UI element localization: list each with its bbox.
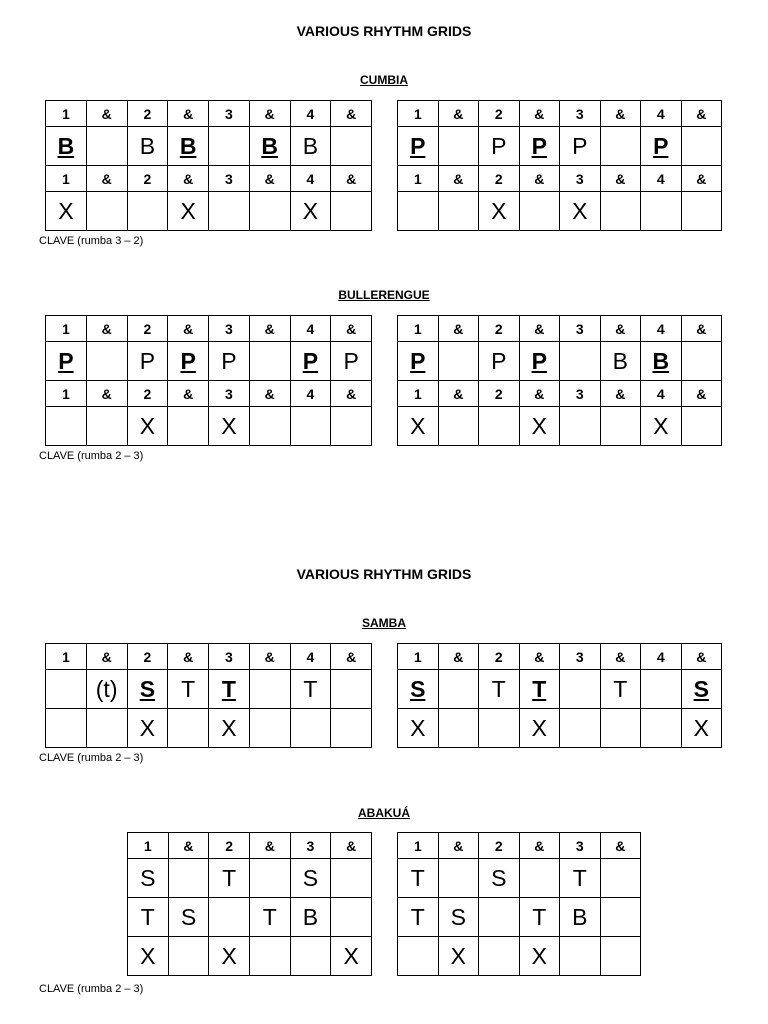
beat-label: & [438,166,479,192]
beat-label: 4 [641,166,682,192]
beat-label: & [681,101,722,127]
pattern-cell [600,407,641,446]
beat-label: 1 [398,381,439,407]
pattern-cell [681,192,722,231]
beat-label: & [249,644,290,670]
pattern-cell [86,709,127,748]
beat-label: 3 [209,101,250,127]
pattern-cell: B [560,898,601,937]
pattern-cell [479,898,520,937]
pattern-cell [600,192,641,231]
pattern-row [398,898,641,937]
pattern-cell [331,859,372,898]
clave-caption-abakua: CLAVE (rumba 2 – 3) [39,983,144,995]
pattern-cell: X [479,192,520,231]
section-title-samba: SAMBA [362,616,406,630]
beat-label: & [438,644,479,670]
pattern-cell [681,342,722,381]
beat-label: & [438,101,479,127]
beat-label: & [249,166,290,192]
pattern-cell: B [290,127,331,166]
pattern-cell [479,937,520,976]
beat-label: & [600,316,641,342]
beat-label: & [438,833,479,859]
clave-caption-cumbia: CLAVE (rumba 3 – 2) [39,235,144,247]
beat-label: & [249,316,290,342]
pattern-cell: P [479,342,520,381]
beat-label: 2 [479,166,520,192]
beat-header-row [398,316,722,342]
beat-label: 1 [398,316,439,342]
pattern-cell [438,859,479,898]
beat-label: & [600,833,641,859]
pattern-cell [168,709,209,748]
pattern-cell [249,859,290,898]
pattern-cell: X [641,407,682,446]
beat-header-row [128,833,372,859]
beat-header-row [398,833,641,859]
beat-header-row [398,166,722,192]
pattern-cell: P [560,127,601,166]
beat-label: 1 [398,644,439,670]
beat-label: 1 [398,101,439,127]
pattern-cell [600,937,641,976]
beat-label: 2 [479,316,520,342]
pattern-cell [560,670,601,709]
grid-bullerengue-1 [45,315,372,446]
beat-label: & [331,166,372,192]
beat-label: & [438,316,479,342]
beat-label: 4 [641,101,682,127]
beat-label: & [331,381,372,407]
pattern-cell [519,859,560,898]
beat-label: 2 [127,166,168,192]
pattern-cell: P [519,342,560,381]
pattern-cell: P [398,342,439,381]
pattern-cell [290,937,331,976]
beat-label: & [249,101,290,127]
pattern-cell: P [290,342,331,381]
beat-label: & [519,316,560,342]
pattern-cell: S [168,898,209,937]
pattern-cell [86,192,127,231]
pattern-cell [438,709,479,748]
pattern-cell: B [127,127,168,166]
pattern-cell: X [560,192,601,231]
beat-header-row [398,644,722,670]
beat-label: & [519,644,560,670]
beat-label: 2 [127,644,168,670]
beat-label: 4 [290,381,331,407]
pattern-cell: T [209,859,250,898]
beat-label: & [168,644,209,670]
beat-label: 1 [46,644,87,670]
beat-header-row [398,101,722,127]
beat-label: 4 [290,101,331,127]
beat-label: & [168,101,209,127]
beat-label: & [519,166,560,192]
pattern-cell: P [331,342,372,381]
pattern-row [398,192,722,231]
section-title-abakua: ABAKUÁ [358,806,410,820]
pattern-cell: X [46,192,87,231]
pattern-cell: X [519,709,560,748]
pattern-row [46,407,372,446]
grid-abakua-1 [127,832,372,976]
pattern-cell [127,192,168,231]
pattern-cell: T [398,859,439,898]
beat-label: & [249,381,290,407]
page-title-2: VARIOUS RHYTHM GRIDS [296,566,472,582]
pattern-cell: T [479,670,520,709]
pattern-cell [600,127,641,166]
pattern-cell [209,192,250,231]
beat-label: & [331,316,372,342]
pattern-cell: X [168,192,209,231]
beat-label: 4 [290,316,331,342]
beat-label: 2 [127,316,168,342]
beat-label: 2 [209,833,250,859]
pattern-cell [681,407,722,446]
pattern-row [128,859,372,898]
pattern-cell: T [249,898,290,937]
pattern-cell: P [641,127,682,166]
pattern-cell: X [127,709,168,748]
pattern-cell: X [398,407,439,446]
beat-label: 2 [127,381,168,407]
pattern-cell [331,127,372,166]
pattern-cell [560,342,601,381]
pattern-cell [168,937,209,976]
beat-label: 2 [127,101,168,127]
beat-header-row [46,316,372,342]
beat-label: 3 [290,833,331,859]
beat-label: 3 [560,644,601,670]
clave-caption-samba: CLAVE (rumba 2 – 3) [39,752,144,764]
beat-label: & [600,166,641,192]
pattern-cell [560,709,601,748]
pattern-row [128,937,372,976]
pattern-cell [438,127,479,166]
pattern-cell: B [600,342,641,381]
pattern-cell [249,937,290,976]
beat-label: 1 [46,166,87,192]
beat-label: & [681,381,722,407]
clave-caption-bullerengue: CLAVE (rumba 2 – 3) [39,450,144,462]
beat-header-row [398,381,722,407]
pattern-cell [681,127,722,166]
pattern-cell [249,709,290,748]
beat-label: 2 [479,833,520,859]
pattern-cell: S [681,670,722,709]
pattern-cell: T [168,670,209,709]
pattern-row [398,859,641,898]
beat-label: & [86,381,127,407]
pattern-cell: T [209,670,250,709]
pattern-cell: T [519,898,560,937]
beat-label: 4 [641,316,682,342]
beat-label: 3 [209,316,250,342]
beat-label: & [86,101,127,127]
pattern-cell: X [127,407,168,446]
pattern-cell: B [249,127,290,166]
pattern-cell: X [398,709,439,748]
pattern-cell [641,709,682,748]
pattern-cell [479,407,520,446]
grid-bullerengue-2 [397,315,722,446]
grid-cumbia-2 [397,100,722,231]
beat-label: & [331,644,372,670]
pattern-row [46,709,372,748]
pattern-cell: B [641,342,682,381]
pattern-cell: T [600,670,641,709]
pattern-cell [438,670,479,709]
pattern-cell [290,407,331,446]
beat-label: 3 [209,166,250,192]
pattern-cell: X [519,937,560,976]
beat-label: 3 [560,101,601,127]
pattern-cell [86,342,127,381]
pattern-cell: X [209,407,250,446]
page-title: VARIOUS RHYTHM GRIDS [296,23,472,39]
pattern-cell [209,898,250,937]
pattern-cell: X [519,407,560,446]
beat-label: 1 [398,166,439,192]
grid-abakua-2 [397,832,641,976]
beat-header-row [46,166,372,192]
pattern-cell: S [127,670,168,709]
beat-label: 1 [398,833,439,859]
beat-label: & [681,316,722,342]
beat-label: & [519,101,560,127]
pattern-cell: P [127,342,168,381]
pattern-cell [600,859,641,898]
pattern-cell: S [479,859,520,898]
pattern-cell [519,192,560,231]
beat-header-row [46,644,372,670]
pattern-row [46,127,372,166]
pattern-cell [168,859,209,898]
pattern-cell: B [168,127,209,166]
pattern-cell: X [438,937,479,976]
beat-label: & [519,833,560,859]
beat-label: 2 [479,644,520,670]
pattern-cell: X [128,937,169,976]
beat-label: & [600,381,641,407]
pattern-cell: P [209,342,250,381]
pattern-row [46,670,372,709]
pattern-cell [46,407,87,446]
pattern-cell [331,670,372,709]
beat-label: & [438,381,479,407]
beat-label: 4 [290,166,331,192]
beat-label: & [331,101,372,127]
pattern-cell: S [398,670,439,709]
pattern-cell [438,342,479,381]
beat-header-row [46,381,372,407]
pattern-cell: (t) [86,670,127,709]
beat-label: 2 [479,381,520,407]
beat-label: 3 [209,381,250,407]
beat-label: & [168,316,209,342]
beat-label: & [681,166,722,192]
pattern-cell: T [128,898,169,937]
beat-label: 4 [641,381,682,407]
beat-header-row [46,101,372,127]
pattern-cell [479,709,520,748]
pattern-row [46,342,372,381]
beat-label: 1 [46,316,87,342]
pattern-cell: T [560,859,601,898]
pattern-row [398,709,722,748]
pattern-cell [46,709,87,748]
pattern-cell [331,709,372,748]
pattern-cell: P [398,127,439,166]
beat-label: 4 [290,644,331,670]
pattern-cell: X [209,937,250,976]
beat-label: 3 [560,166,601,192]
pattern-cell: S [438,898,479,937]
pattern-cell: P [479,127,520,166]
pattern-row [398,407,722,446]
pattern-cell [249,407,290,446]
section-title-bullerengue: BULLERENGUE [338,288,430,302]
pattern-cell [290,709,331,748]
pattern-cell: X [290,192,331,231]
pattern-cell [398,192,439,231]
beat-label: & [86,166,127,192]
pattern-row [398,937,641,976]
pattern-cell: T [398,898,439,937]
pattern-cell [398,937,439,976]
pattern-cell: X [209,709,250,748]
beat-label: & [600,644,641,670]
beat-label: 3 [560,833,601,859]
pattern-row [398,342,722,381]
beat-label: 2 [479,101,520,127]
pattern-row [398,670,722,709]
beat-label: & [168,833,209,859]
beat-label: 1 [46,101,87,127]
beat-label: 3 [560,316,601,342]
grid-samba-1 [45,643,372,748]
pattern-cell [600,709,641,748]
beat-label: 3 [560,381,601,407]
beat-label: 3 [209,644,250,670]
pattern-cell [438,192,479,231]
pattern-row [128,898,372,937]
pattern-cell [331,407,372,446]
beat-label: & [86,644,127,670]
pattern-cell: P [168,342,209,381]
pattern-cell [249,670,290,709]
pattern-cell: X [331,937,372,976]
pattern-cell [46,670,87,709]
beat-label: & [249,833,290,859]
beat-label: & [168,381,209,407]
beat-label: & [519,381,560,407]
pattern-cell [249,342,290,381]
pattern-row [398,127,722,166]
pattern-cell [168,407,209,446]
pattern-cell [641,192,682,231]
pattern-row [46,192,372,231]
pattern-cell: S [290,859,331,898]
pattern-cell [331,898,372,937]
pattern-cell: P [519,127,560,166]
beat-label: & [168,166,209,192]
pattern-cell: B [290,898,331,937]
pattern-cell [560,937,601,976]
grid-cumbia-1 [45,100,372,231]
pattern-cell [331,192,372,231]
pattern-cell [560,407,601,446]
pattern-cell [600,898,641,937]
pattern-cell [209,127,250,166]
pattern-cell [438,407,479,446]
beat-label: & [86,316,127,342]
pattern-cell: T [519,670,560,709]
pattern-cell: T [290,670,331,709]
beat-label: & [331,833,372,859]
beat-label: 1 [128,833,169,859]
grid-samba-2 [397,643,722,748]
pattern-cell [249,192,290,231]
beat-label: & [681,644,722,670]
pattern-cell: B [46,127,87,166]
beat-label: 4 [641,644,682,670]
pattern-cell [86,127,127,166]
pattern-cell: P [46,342,87,381]
beat-label: 1 [46,381,87,407]
pattern-cell: S [128,859,169,898]
section-title-cumbia: CUMBIA [360,73,408,87]
pattern-cell: X [681,709,722,748]
pattern-cell [86,407,127,446]
pattern-cell [641,670,682,709]
beat-label: & [600,101,641,127]
